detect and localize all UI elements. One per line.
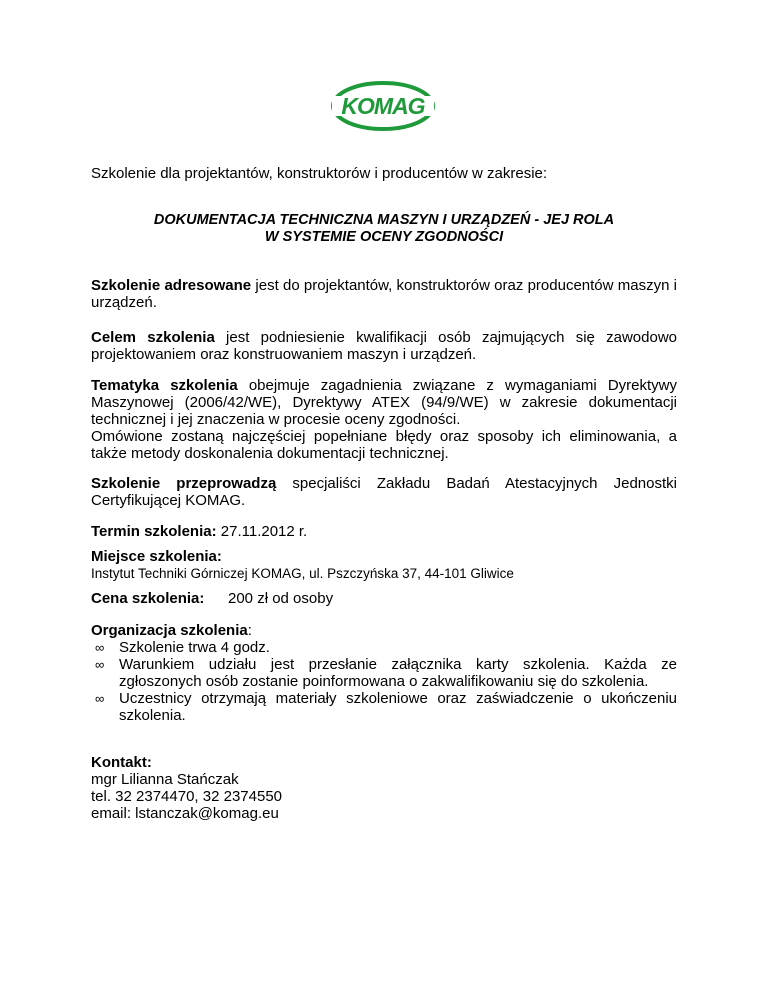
list-item (91, 656, 677, 690)
bullet-icon: ∞ (95, 691, 105, 706)
intro-text: Szkolenie dla projektantów, konstruktorów i producentów w zakresie: (91, 165, 548, 182)
komag-logo (330, 80, 436, 132)
topics-paragraph (91, 377, 677, 462)
course-title-line2: W SYSTEMIE OCENY ZGODNOŚCI (264, 229, 504, 245)
conducted-text: specjaliści Zakładu Badań Atestacyjnych Jednostki Certyfikującej KOMAG. (91, 475, 677, 509)
contact-section (91, 754, 282, 822)
goal-paragraph (91, 329, 677, 363)
organization-label: Organizacja szkolenia (91, 622, 248, 639)
place-label: Miejsce szkolenia: (91, 548, 222, 565)
goal-text: jest podniesienie kwalifikacji osób zajmujących się zawodowo projektowaniem oraz konstruowaniem maszyn i urządzeń. (91, 329, 677, 363)
addressed-paragraph (91, 277, 677, 311)
organization-list (91, 639, 677, 724)
logo-text: KOMAG (341, 93, 425, 119)
list-item (91, 639, 677, 656)
list-item-text: Warunkiem udziału jest przesłanie załącznika karty szkolenia. Każda ze zgłoszonych osób zostanie poinformowana o zakwalifikowaniu się do szkolenia. (119, 656, 677, 690)
place-value: Instytut Techniki Górniczej KOMAG, ul. Pszczyńska 37, 44-101 Gliwice (91, 566, 514, 581)
bullet-icon: ∞ (95, 640, 105, 655)
organization-colon: : (247, 622, 252, 639)
date-value: 27.11.2012 r. (220, 523, 308, 540)
conducted-label: Szkolenie przeprowadzą (91, 475, 277, 492)
contact-name: mgr Lilianna Stańczak (91, 771, 239, 788)
contact-label: Kontakt: (91, 754, 152, 771)
price-row (91, 590, 334, 607)
list-item-text: Uczestnicy otrzymają materiały szkoleniowe oraz zaświadczenie o ukończeniu szkolenia. (119, 690, 677, 724)
price-value: 200 zł od osoby (228, 590, 334, 607)
list-item-text: Szkolenie trwa 4 godz. (119, 639, 270, 656)
goal-label: Celem szkolenia (91, 329, 215, 346)
conducted-paragraph (91, 475, 677, 509)
date-label: Termin szkolenia: (91, 523, 217, 540)
bullet-icon: ∞ (95, 657, 105, 672)
addressed-text: jest do projektantów, konstruktorów oraz producentów maszyn i urządzeń. (91, 277, 677, 311)
contact-email[interactable]: email: lstanczak@komag.eu (91, 805, 279, 822)
contact-tel: tel. 32 2374470, 32 2374550 (91, 788, 283, 805)
place-row (91, 548, 514, 582)
topics-label: Tematyka szkolenia (91, 377, 238, 394)
course-title-line1: DOKUMENTACJA TECHNICZNA MASZYN I URZĄDZEŃ - JEJ ROLA (153, 212, 615, 228)
price-label: Cena szkolenia: (91, 590, 205, 607)
organization-section (91, 622, 677, 724)
course-title (91, 212, 677, 246)
list-item (91, 690, 677, 724)
topics-text2: Omówione zostaną najczęściej popełniane błędy oraz sposoby ich eliminowania, a także metody doskonalenia dokumentacji technicznej. (91, 428, 677, 462)
topics-text: obejmuje zagadnienia związane z wymaganiami Dyrektywy Maszynowej (2006/42/WE), Dyrektywy ATEX (94/9/WE) w zakresie dokumentacji technicznej i jej znaczenia w procesie oceny zgodności. (91, 377, 678, 428)
date-row (91, 523, 307, 540)
addressed-label: Szkolenie adresowane (91, 277, 252, 294)
